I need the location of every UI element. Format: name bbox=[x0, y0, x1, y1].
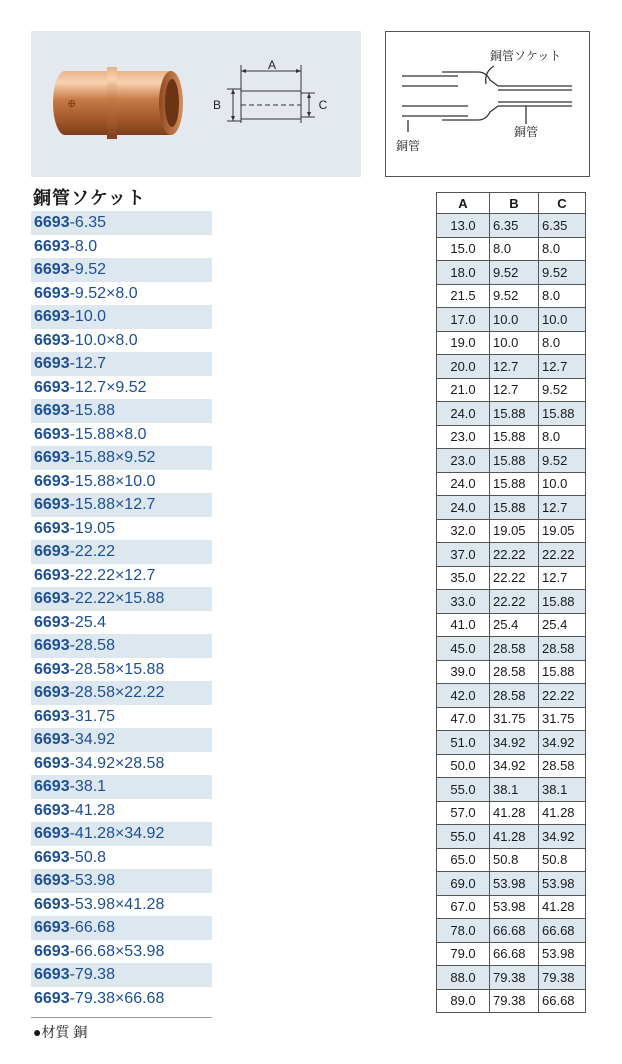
product-row bbox=[31, 705, 212, 729]
cell-b: 9.52 bbox=[490, 284, 539, 308]
cell-a: 18.0 bbox=[437, 261, 490, 285]
product-code-prefix: 6693 bbox=[34, 449, 70, 466]
svg-text:⊕: ⊕ bbox=[67, 97, 77, 110]
cell-a: 65.0 bbox=[437, 848, 490, 872]
cell-a: 42.0 bbox=[437, 684, 490, 708]
table-row bbox=[437, 684, 586, 708]
cell-b: 6.35 bbox=[490, 214, 539, 238]
product-code-suffix: -10.0 bbox=[69, 308, 107, 325]
cell-c: 19.05 bbox=[539, 519, 586, 543]
product-code-prefix: 6693 bbox=[34, 848, 70, 866]
cell-b: 66.68 bbox=[490, 919, 539, 943]
dimension-label-b: B bbox=[212, 98, 222, 112]
product-code-prefix: 6693 bbox=[34, 590, 70, 607]
table-row bbox=[437, 378, 586, 402]
cell-c: 31.75 bbox=[539, 707, 586, 731]
product-code-prefix: 6693 bbox=[34, 942, 70, 960]
cell-b: 53.98 bbox=[490, 872, 539, 896]
product-code-suffix: -6.35 bbox=[69, 214, 107, 231]
cell-a: 24.0 bbox=[437, 472, 490, 496]
table-row bbox=[437, 425, 586, 449]
product-code-suffix: -9.52 bbox=[69, 261, 107, 278]
cell-b: 25.4 bbox=[490, 613, 539, 637]
product-code-suffix: -15.88×8.0 bbox=[69, 425, 147, 443]
table-row bbox=[437, 872, 586, 896]
cell-c: 15.88 bbox=[539, 660, 586, 684]
product-row bbox=[31, 822, 212, 846]
product-code-suffix: -15.88×10.0 bbox=[69, 472, 156, 490]
table-row bbox=[437, 590, 586, 614]
cell-c: 50.8 bbox=[539, 848, 586, 872]
product-row bbox=[31, 963, 212, 987]
table-row bbox=[437, 472, 586, 496]
table-row bbox=[437, 261, 586, 285]
product-row bbox=[31, 235, 212, 259]
product-code-prefix: 6693 bbox=[34, 519, 70, 537]
product-code-prefix: 6693 bbox=[34, 613, 70, 631]
dimension-label-c: C bbox=[318, 98, 328, 112]
product-code-prefix: 6693 bbox=[34, 660, 70, 678]
cell-c: 34.92 bbox=[539, 731, 586, 755]
product-code-suffix: -34.92 bbox=[69, 731, 115, 748]
cell-c: 12.7 bbox=[539, 355, 586, 379]
product-row bbox=[31, 611, 212, 635]
product-code-suffix: -12.7 bbox=[69, 355, 107, 372]
cell-a: 69.0 bbox=[437, 872, 490, 896]
cell-c: 22.22 bbox=[539, 684, 586, 708]
product-code-prefix: 6693 bbox=[34, 825, 70, 842]
product-code-suffix: -28.58×15.88 bbox=[69, 660, 165, 678]
divider bbox=[31, 1017, 212, 1018]
product-code-prefix: 6693 bbox=[34, 378, 70, 396]
product-code-suffix: -22.22×15.88 bbox=[69, 590, 165, 607]
cell-a: 15.0 bbox=[437, 237, 490, 261]
cell-b: 15.88 bbox=[490, 496, 539, 520]
product-code-prefix: 6693 bbox=[34, 778, 70, 795]
product-row bbox=[31, 517, 212, 541]
product-row bbox=[31, 564, 212, 588]
socket-cross-section-drawing bbox=[386, 32, 591, 178]
cell-a: 45.0 bbox=[437, 637, 490, 661]
table-row bbox=[437, 331, 586, 355]
table-row bbox=[437, 543, 586, 567]
header-b: B bbox=[490, 193, 539, 214]
product-code-suffix: -28.58×22.22 bbox=[69, 684, 165, 701]
cell-c: 12.7 bbox=[539, 566, 586, 590]
cell-c: 8.0 bbox=[539, 331, 586, 355]
product-row bbox=[31, 775, 212, 799]
table-row bbox=[437, 449, 586, 473]
product-code-suffix: -41.28×34.92 bbox=[69, 825, 165, 842]
cell-b: 79.38 bbox=[490, 989, 539, 1013]
cell-c: 15.88 bbox=[539, 590, 586, 614]
cell-c: 8.0 bbox=[539, 284, 586, 308]
product-code-suffix: -53.98 bbox=[69, 872, 115, 889]
cell-a: 23.0 bbox=[437, 425, 490, 449]
product-code-suffix: -10.0×8.0 bbox=[69, 331, 138, 349]
product-code-prefix: 6693 bbox=[34, 308, 70, 325]
table-row bbox=[437, 895, 586, 919]
cell-a: 19.0 bbox=[437, 331, 490, 355]
product-code-suffix: -79.38×66.68 bbox=[69, 989, 165, 1007]
table-row bbox=[437, 237, 586, 261]
cell-b: 15.88 bbox=[490, 472, 539, 496]
cell-c: 22.22 bbox=[539, 543, 586, 567]
cell-a: 47.0 bbox=[437, 707, 490, 731]
cell-a: 67.0 bbox=[437, 895, 490, 919]
cell-b: 15.88 bbox=[490, 425, 539, 449]
table-row bbox=[437, 801, 586, 825]
cell-c: 28.58 bbox=[539, 754, 586, 778]
product-code-prefix: 6693 bbox=[34, 895, 70, 913]
cell-c: 8.0 bbox=[539, 237, 586, 261]
table-row bbox=[437, 707, 586, 731]
product-code-prefix: 6693 bbox=[34, 919, 70, 936]
product-code-prefix: 6693 bbox=[34, 543, 70, 560]
table-row bbox=[437, 778, 586, 802]
product-code-prefix: 6693 bbox=[34, 472, 70, 490]
product-code-suffix: -15.88×12.7 bbox=[69, 496, 156, 513]
table-row bbox=[437, 613, 586, 637]
table-row bbox=[437, 919, 586, 943]
cell-a: 37.0 bbox=[437, 543, 490, 567]
product-code-suffix: -41.28 bbox=[69, 801, 115, 819]
product-photo-panel bbox=[31, 31, 361, 177]
product-code-suffix: -12.7×9.52 bbox=[69, 378, 147, 396]
product-row bbox=[31, 658, 212, 682]
table-row bbox=[437, 848, 586, 872]
cell-c: 25.4 bbox=[539, 613, 586, 637]
cell-c: 8.0 bbox=[539, 425, 586, 449]
product-code-prefix: 6693 bbox=[34, 801, 70, 819]
cell-a: 17.0 bbox=[437, 308, 490, 332]
product-row bbox=[31, 940, 212, 964]
product-code-suffix: -15.88 bbox=[69, 402, 115, 419]
product-row bbox=[31, 893, 212, 917]
table-row bbox=[437, 754, 586, 778]
cell-c: 15.88 bbox=[539, 402, 586, 426]
cell-b: 34.92 bbox=[490, 731, 539, 755]
product-title: 銅管ソケット bbox=[33, 188, 146, 208]
cell-a: 24.0 bbox=[437, 496, 490, 520]
cell-b: 15.88 bbox=[490, 449, 539, 473]
product-code-list bbox=[31, 211, 212, 1010]
cell-b: 22.22 bbox=[490, 543, 539, 567]
product-row bbox=[31, 211, 212, 235]
cell-a: 79.0 bbox=[437, 942, 490, 966]
table-row bbox=[437, 402, 586, 426]
product-row bbox=[31, 799, 212, 823]
product-code-prefix: 6693 bbox=[34, 214, 70, 231]
installation-diagram bbox=[385, 31, 590, 177]
product-row bbox=[31, 399, 212, 423]
product-row bbox=[31, 352, 212, 376]
table-row bbox=[437, 942, 586, 966]
cell-b: 31.75 bbox=[490, 707, 539, 731]
material-note: ●材質 銅 bbox=[33, 1024, 88, 1040]
cell-c: 10.0 bbox=[539, 472, 586, 496]
product-code-prefix: 6693 bbox=[34, 754, 70, 772]
cell-c: 41.28 bbox=[539, 801, 586, 825]
cell-a: 39.0 bbox=[437, 660, 490, 684]
cell-c: 12.7 bbox=[539, 496, 586, 520]
cell-c: 41.28 bbox=[539, 895, 586, 919]
cell-a: 88.0 bbox=[437, 966, 490, 990]
product-row bbox=[31, 869, 212, 893]
dimension-table bbox=[436, 192, 586, 1013]
cell-a: 21.0 bbox=[437, 378, 490, 402]
label-pipe-right: 銅管 bbox=[514, 125, 539, 139]
header-c: C bbox=[539, 193, 586, 214]
cell-c: 10.0 bbox=[539, 308, 586, 332]
product-code-suffix: -50.8 bbox=[69, 848, 107, 866]
cell-b: 41.28 bbox=[490, 801, 539, 825]
product-row bbox=[31, 634, 212, 658]
cell-a: 13.0 bbox=[437, 214, 490, 238]
table-row bbox=[437, 496, 586, 520]
cell-a: 55.0 bbox=[437, 778, 490, 802]
product-row bbox=[31, 728, 212, 752]
cell-a: 78.0 bbox=[437, 919, 490, 943]
table-header-row bbox=[437, 193, 586, 214]
product-code-suffix: -28.58 bbox=[69, 637, 115, 654]
product-code-suffix: -9.52×8.0 bbox=[69, 284, 138, 302]
cell-a: 24.0 bbox=[437, 402, 490, 426]
cell-b: 12.7 bbox=[490, 378, 539, 402]
cell-c: 38.1 bbox=[539, 778, 586, 802]
cell-c: 28.58 bbox=[539, 637, 586, 661]
product-row bbox=[31, 305, 212, 329]
product-code-prefix: 6693 bbox=[34, 966, 70, 983]
product-code-suffix: -15.88×9.52 bbox=[69, 449, 156, 466]
product-code-suffix: -19.05 bbox=[69, 519, 115, 537]
cell-b: 28.58 bbox=[490, 637, 539, 661]
table-row bbox=[437, 284, 586, 308]
product-code-suffix: -38.1 bbox=[69, 778, 107, 795]
product-row bbox=[31, 423, 212, 447]
cell-b: 38.1 bbox=[490, 778, 539, 802]
cell-b: 66.68 bbox=[490, 942, 539, 966]
cell-b: 50.8 bbox=[490, 848, 539, 872]
product-row bbox=[31, 282, 212, 306]
product-row bbox=[31, 846, 212, 870]
table-row bbox=[437, 355, 586, 379]
product-code-suffix: -22.22×12.7 bbox=[69, 566, 156, 584]
cell-a: 21.5 bbox=[437, 284, 490, 308]
table-row bbox=[437, 566, 586, 590]
product-code-prefix: 6693 bbox=[34, 496, 70, 513]
cell-b: 9.52 bbox=[490, 261, 539, 285]
table-row bbox=[437, 731, 586, 755]
cell-c: 66.68 bbox=[539, 919, 586, 943]
product-code-prefix: 6693 bbox=[34, 989, 70, 1007]
product-code-prefix: 6693 bbox=[34, 284, 70, 302]
table-row bbox=[437, 825, 586, 849]
cell-c: 9.52 bbox=[539, 261, 586, 285]
product-row bbox=[31, 587, 212, 611]
product-code-suffix: -66.68 bbox=[69, 919, 115, 936]
product-code-suffix: -79.38 bbox=[69, 966, 115, 983]
cell-a: 51.0 bbox=[437, 731, 490, 755]
cell-a: 50.0 bbox=[437, 754, 490, 778]
table-row bbox=[437, 214, 586, 238]
cell-c: 66.68 bbox=[539, 989, 586, 1013]
product-code-suffix: -34.92×28.58 bbox=[69, 754, 165, 772]
product-code-suffix: -66.68×53.98 bbox=[69, 942, 165, 960]
product-row bbox=[31, 681, 212, 705]
product-code-prefix: 6693 bbox=[34, 684, 70, 701]
cell-b: 12.7 bbox=[490, 355, 539, 379]
header-a: A bbox=[437, 193, 490, 214]
cell-c: 34.92 bbox=[539, 825, 586, 849]
product-row bbox=[31, 540, 212, 564]
table-row bbox=[437, 519, 586, 543]
cell-c: 79.38 bbox=[539, 966, 586, 990]
table-row bbox=[437, 660, 586, 684]
cell-b: 22.22 bbox=[490, 566, 539, 590]
table-row bbox=[437, 308, 586, 332]
cell-a: 89.0 bbox=[437, 989, 490, 1013]
cell-a: 23.0 bbox=[437, 449, 490, 473]
cell-b: 15.88 bbox=[490, 402, 539, 426]
table-row bbox=[437, 966, 586, 990]
cell-c: 53.98 bbox=[539, 942, 586, 966]
cell-c: 53.98 bbox=[539, 872, 586, 896]
product-row bbox=[31, 376, 212, 400]
product-row bbox=[31, 752, 212, 776]
product-code-prefix: 6693 bbox=[34, 355, 70, 372]
product-code-prefix: 6693 bbox=[34, 872, 70, 889]
cell-a: 32.0 bbox=[437, 519, 490, 543]
product-code-prefix: 6693 bbox=[34, 261, 70, 278]
copper-socket-image bbox=[31, 31, 361, 177]
product-row bbox=[31, 446, 212, 470]
cell-c: 9.52 bbox=[539, 378, 586, 402]
product-code-suffix: -22.22 bbox=[69, 543, 115, 560]
label-socket: 銅管ソケット bbox=[490, 49, 562, 63]
product-code-prefix: 6693 bbox=[34, 707, 70, 725]
product-row bbox=[31, 329, 212, 353]
product-row bbox=[31, 470, 212, 494]
cell-a: 20.0 bbox=[437, 355, 490, 379]
product-code-suffix: -53.98×41.28 bbox=[69, 895, 165, 913]
product-code-prefix: 6693 bbox=[34, 731, 70, 748]
cell-b: 79.38 bbox=[490, 966, 539, 990]
product-code-prefix: 6693 bbox=[34, 237, 70, 255]
label-pipe-left: 銅管 bbox=[396, 139, 421, 153]
product-row bbox=[31, 987, 212, 1011]
cell-b: 10.0 bbox=[490, 308, 539, 332]
cell-b: 8.0 bbox=[490, 237, 539, 261]
cell-c: 6.35 bbox=[539, 214, 586, 238]
cell-b: 28.58 bbox=[490, 684, 539, 708]
table-row bbox=[437, 637, 586, 661]
cell-b: 19.05 bbox=[490, 519, 539, 543]
cell-a: 41.0 bbox=[437, 613, 490, 637]
dimension-label-a: A bbox=[267, 58, 277, 72]
cell-b: 22.22 bbox=[490, 590, 539, 614]
table-row bbox=[437, 989, 586, 1013]
cell-b: 10.0 bbox=[490, 331, 539, 355]
product-row bbox=[31, 493, 212, 517]
product-code-prefix: 6693 bbox=[34, 425, 70, 443]
product-code-prefix: 6693 bbox=[34, 566, 70, 584]
cell-b: 53.98 bbox=[490, 895, 539, 919]
product-code-prefix: 6693 bbox=[34, 402, 70, 419]
product-row bbox=[31, 916, 212, 940]
product-row bbox=[31, 258, 212, 282]
cell-b: 28.58 bbox=[490, 660, 539, 684]
product-code-prefix: 6693 bbox=[34, 331, 70, 349]
cell-b: 34.92 bbox=[490, 754, 539, 778]
product-code-suffix: -25.4 bbox=[69, 613, 107, 631]
product-code-suffix: -8.0 bbox=[69, 237, 98, 255]
cell-c: 9.52 bbox=[539, 449, 586, 473]
cell-b: 41.28 bbox=[490, 825, 539, 849]
cell-a: 57.0 bbox=[437, 801, 490, 825]
cell-a: 35.0 bbox=[437, 566, 490, 590]
product-code-prefix: 6693 bbox=[34, 637, 70, 654]
cell-a: 33.0 bbox=[437, 590, 490, 614]
cell-a: 55.0 bbox=[437, 825, 490, 849]
product-code-suffix: -31.75 bbox=[69, 707, 115, 725]
